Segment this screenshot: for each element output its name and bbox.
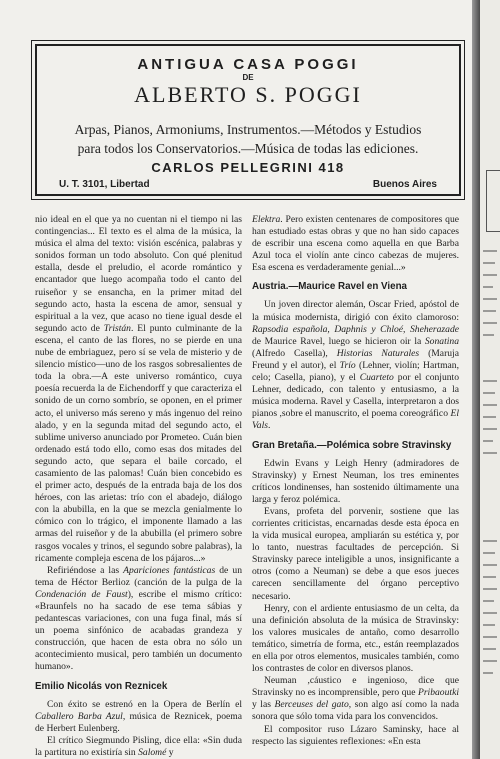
paragraph: El crítico Siegmundo Pisling, dice ella: «Sin duda la partitura no existiría sin Salomé y <box>35 734 242 758</box>
paragraph: Neuman ,cáustico e ingenioso, dice que Stravinsky no es incomprensible, pero que Pribaoutki y las Berceuses del gato, son algo así como la nada sonora que sólo toma vida para los convencidos. <box>252 675 459 723</box>
left-column <box>35 214 242 759</box>
paragraph: Un joven director alemán, Oscar Fried, apóstol de la música modernista, dirigió con éxito clamoroso: Rapsodia española, Daphnis y Chloé, Sheherazade de Maurice Ravel, luego se hicieron oir la Sonatina (Alfredo Casella), Historias Naturales (Maruja Freund y el autor), el Trío (Lehner, violín; Hartman, celo; Casella, piano), y el Cuarteto por el conjunto Lehner, dedicado, con talento y entusiasmo, a la música moderna. Ravel y Casella, interpretaron a dos pianos ,sobre el manuscrito, el poema coreográfico El Vals. <box>252 299 460 432</box>
paragraph: Henry, con el ardiente entusiasmo de un celta, da una definición absoluta de la música de Stravinsky: los valores musicales de antaño, como desarrollo temático, simetría de forma, etc., están reemplazados en ella por otros elementos, musicales también, como los contrastes de color en diversos planos. <box>252 602 459 675</box>
ad-description <box>37 120 459 158</box>
book-gutter <box>472 0 480 759</box>
ad-description-line-2: para todos los Conservatorios.—Música de todas las ediciones. <box>77 141 419 156</box>
paragraph: Refiriéndose a las Apariciones fantásticas de un tema de Héctor Berlioz (canción de la pulga de la Condenación de Faust), escribe el mismo crítico: «Braunfels no ha sacado de ese tema sábias y pedantescas variaciones, con una fuga final, más sí un poema sinfónico de acabadas grandeza y construcción, que hacen de esta obra no sólo un acontecimiento musical, pero también un documento humano». <box>35 564 242 673</box>
ad-owner-name: ALBERTO S. POGGI <box>134 82 362 107</box>
paragraph: Con éxito se estrenó en la Opera de Berlín el Caballero Barba Azul, música de Reznicek, poema de Herbert Eulenberg. <box>35 698 243 734</box>
ad-city: Buenos Aires <box>372 179 437 190</box>
paragraph: Evans, profeta del porvenir, sostiene que las corrientes criticistas, encarnadas desde esta época en la vida musical europea, ampliarán su estética y, por lo tanto, nuestras facultades de percepción. Si Stravinsky parece inteligible a unos, insignificante a otros (como a Neuman) se debe a que esos jueces carecen sencillamente del órgano perceptivo necesario. <box>252 505 459 602</box>
paragraph: El compositor ruso Lázaro Saminsky, hace al respecto las siguientes reflexiones: «En esta <box>252 723 459 747</box>
paragraph: Edwin Evans y Leigh Henry (admiradores de Stravinsky) y Ernest Neuman, los tres eminentes críticos londinenses, han sostenido últimamente una larga y feroz polémica. <box>252 457 459 505</box>
ad-heading: ANTIGUA CASA POGGI <box>137 56 359 73</box>
section-heading: Emilio Nicolás von Reznicek <box>35 680 168 692</box>
adjacent-page-edge <box>480 0 500 759</box>
paragraph: Elektra. Pero existen centenares de compositores que han estudiado estas obras y que no han sido capaces de escribir una escena como aquella en que Barba Azul toca el violín ante cinco cabezas de mujeres. Esa escena es verdaderamente genial...» <box>252 214 459 274</box>
ad-phone: U. T. 3101, Libertad <box>59 179 150 190</box>
right-column <box>252 214 459 748</box>
adjacent-page-box <box>486 170 500 232</box>
paragraph: nio ideal en el que ya no cuentan ni el tiempo ni las contingencias... El texto es el alma de la música, la música el alma del texto: visión escénica, palabras y sonidos forman un todo absoluto. Con qué plenitud estalla, desde el preludio, el acorde romántico y encantador que luego acompaña todo el canto del ruiseñor y se ensancha, en la primer mitad del segundo acto, hasta la escena de amor, sensual y espiritual a la vez, que acaso no tiene igual desde el segundo acto de Tristán. El punto culminante de la escena, el canto de las flores, no se pierde en una nube de embriaguez, pero sí se vela de misterio y de silencio místico—uno de los rasgos sobresalientes de toda la obra.—A este universo romántico, cuya poesía recuerda la de Eichendorff y que caracteriza el sonido de un corno sombrío, se oponen, en el primer acto, el universo más sereno y más ingenuo del reino alado, y en la segunda mitad del segundo acto, el sublime universo anunciado por Prometeo. Cuán bien ordenado está todo ello, como esas dos mitades del segundo acto, que separa el baile corcado, el casamiento de las palomas! Cuán bien concebido es el primer acto, después de la entrada baja de los dos héroes, con las arietas: trío con el abadejo, diálogo con la abubilla, en la que se mezcla genialmente lo cómico con lo trágico, el imponente llamado a las armas del ruiseñor y de la abubilla (el primero sobre rasgos vocales y trinos, el segundo sobre palabras), la ricamente compleja escena de los pájaros...» <box>35 214 242 564</box>
ad-de: DE <box>242 73 254 82</box>
ad-address: CARLOS PELLEGRINI 418 <box>151 160 345 175</box>
ad-description-line-1: Arpas, Pianos, Armoniums, Instrumentos.—Métodos y Estudios <box>74 122 422 137</box>
section-heading: Gran Bretaña.—Polémica sobre Stravinsky <box>252 439 452 451</box>
section-heading: Austria.—Maurice Ravel en Viena <box>252 281 407 293</box>
advertisement-box <box>35 44 461 196</box>
